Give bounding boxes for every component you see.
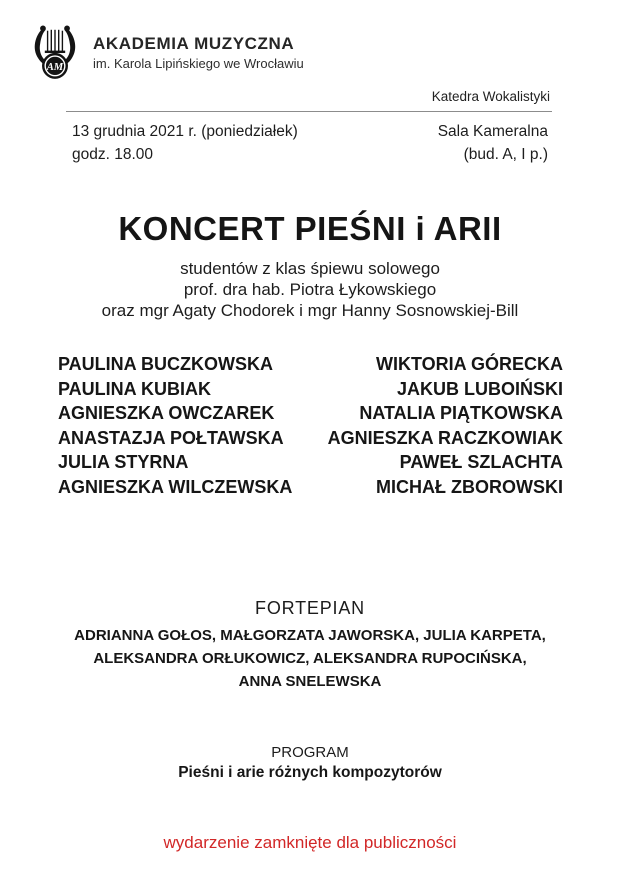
performer-name: JAKUB LUBOIŃSKI [396,378,563,399]
performer-name: ANASTAZJA POŁTAWSKA [58,427,284,448]
logo-monogram: AM [46,61,64,73]
event-time: godz. 18.00 [72,146,154,163]
subtitle-line: studentów z klas śpiewu solowego [180,259,440,278]
performer-name: AGNIESZKA RACZKOWIAK [327,427,563,448]
performer-name: PAULINA KUBIAK [58,378,211,399]
program-section [0,744,620,782]
concert-subtitle [0,258,620,321]
concert-title: KONCERT PIEŚNI i ARII [118,210,502,247]
org-subtitle: im. Karola Lipińskiego we Wrocławiu [93,55,304,71]
event-date: 13 grudnia 2021 r. (poniedziałek) [72,123,298,140]
performer-name: WIKTORIA GÓRECKA [376,354,563,374]
performers-list [58,352,563,499]
academy-header [0,0,620,80]
event-info [72,120,548,166]
subtitle-line: prof. dra hab. Piotra Łykowskiego [183,280,437,299]
event-datetime [72,120,298,166]
program-heading: PROGRAM [271,744,349,761]
pianists-list [0,624,620,693]
performer-name: PAWEŁ SZLACHTA [399,452,563,472]
performers-right-column [328,352,563,499]
event-venue: Sala Kameralna [437,123,548,140]
piano-section [0,598,620,693]
performer-name: JULIA STYRNA [58,452,189,472]
performer-name: AGNIESZKA WILCZEWSKA [58,476,293,497]
pianist-line: ADRIANNA GOŁOS, MAŁGORZATA JAWORSKA, JULIA KARPETA, [74,627,546,644]
event-venue-detail: (bud. A, I p.) [463,146,548,163]
performer-name: AGNIESZKA OWCZAREK [58,403,275,423]
event-venue-block [438,120,548,166]
header-divider [66,111,552,112]
org-name: AKADEMIA MUZYCZNA [93,33,295,53]
piano-heading: FORTEPIAN [255,598,365,618]
performer-name: MICHAŁ ZBOROWSKI [376,476,563,497]
performers-left-column [58,352,292,499]
pianist-line: ALEKSANDRA ORŁUKOWICZ, ALEKSANDRA RUPOCIŃSKA, [93,650,527,667]
subtitle-line: oraz mgr Agaty Chodorek i mgr Hanny Sosnowskiej-Bill [101,301,519,320]
performer-name: NATALIA PIĄTKOWSKA [359,403,563,423]
lyre-icon [30,24,80,80]
closed-event-notice: wydarzenie zamknięte dla publiczności [163,833,457,852]
performer-name: PAULINA BUCZKOWSKA [58,354,273,374]
department-label: Katedra Wokalistyki [431,89,550,104]
org-text [93,34,304,71]
pianist-line: ANNA SNELEWSKA [238,673,382,690]
program-description: Pieśni i arie różnych kompozytorów [178,764,442,781]
